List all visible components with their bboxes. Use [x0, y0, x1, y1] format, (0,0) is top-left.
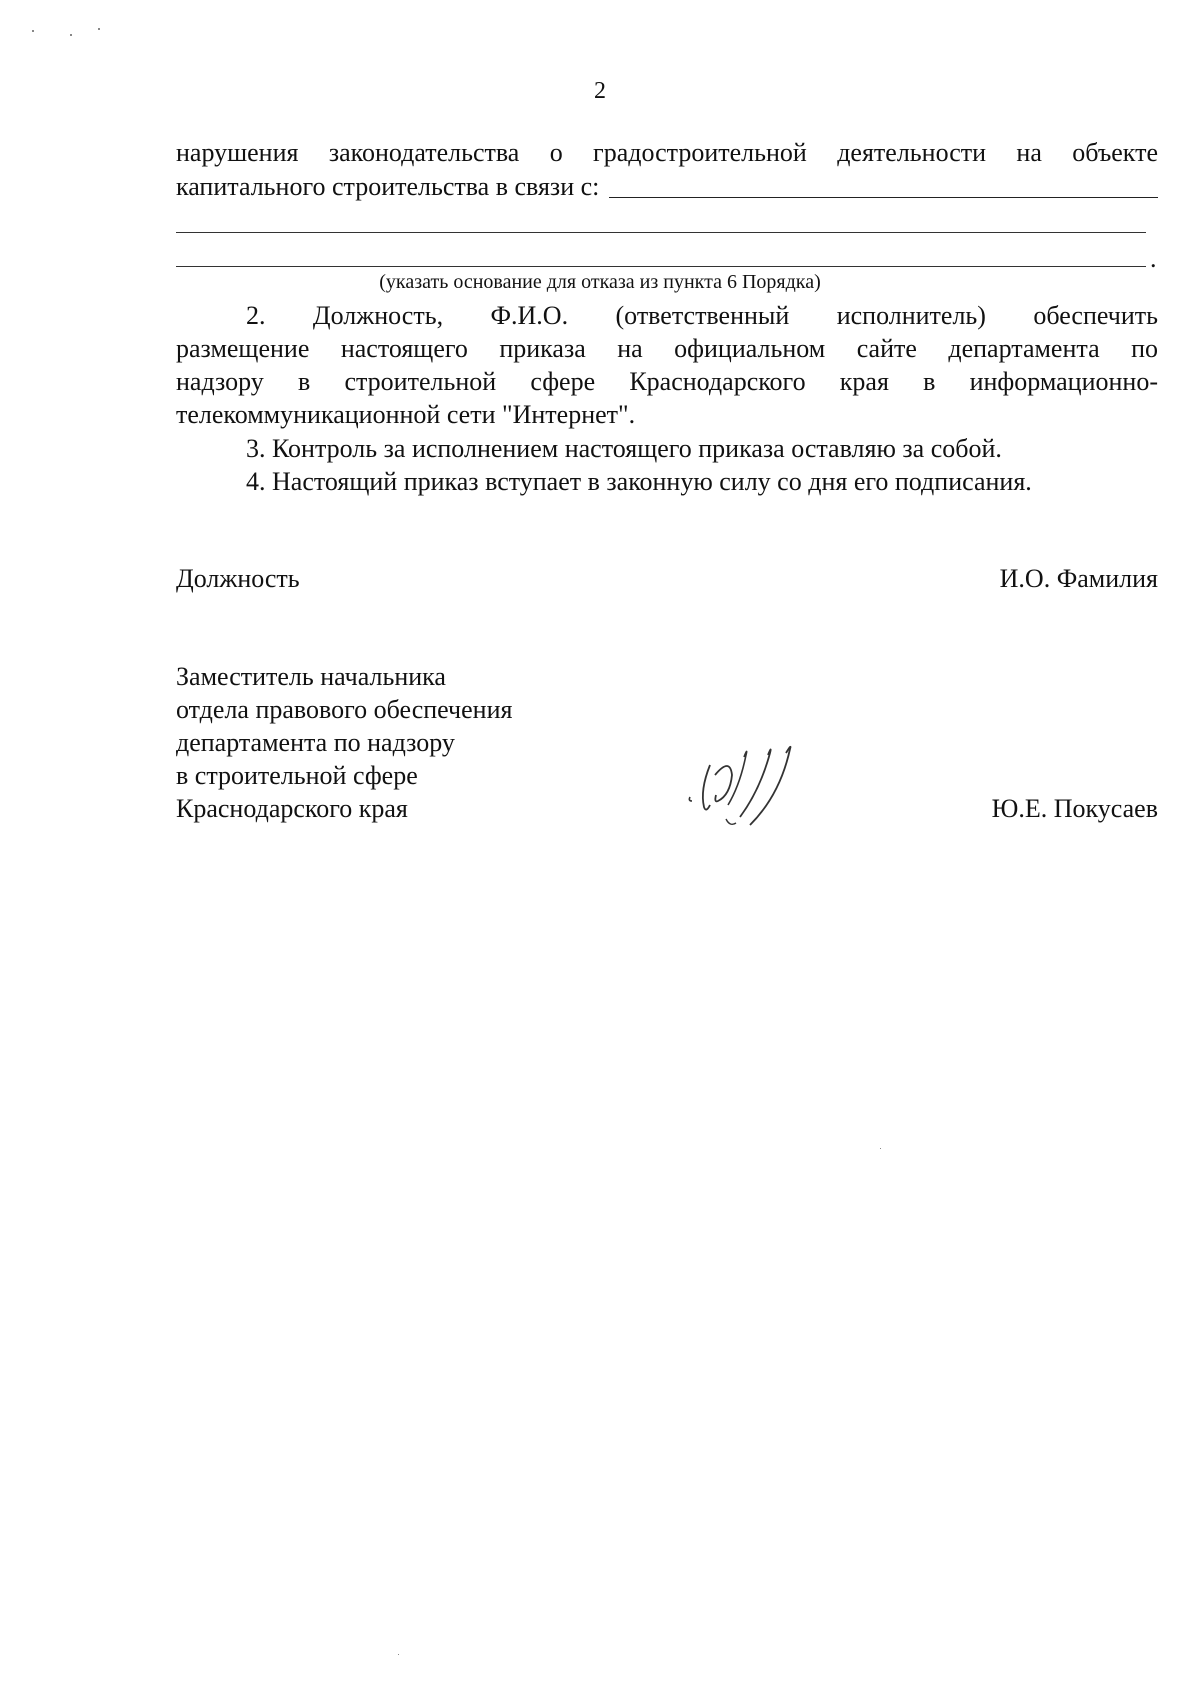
- approver-name: Ю.Е. Покусаев: [991, 794, 1158, 823]
- handwritten-signature: [670, 735, 820, 835]
- reason-input-row: [176, 170, 1158, 204]
- page-number: 2: [594, 78, 606, 104]
- reason-blank-line-2: [176, 232, 1146, 233]
- approver-line-2: отдела правового обеспечения: [176, 695, 513, 724]
- paragraph-3-text: 3. Контроль за исполнением настоящего приказа оставляю за собой.: [246, 434, 1002, 463]
- scan-speck: [398, 1654, 399, 1655]
- reason-label: капитального строительства в связи с:: [176, 172, 600, 201]
- approver-line-5: Краснодарского края: [176, 794, 408, 823]
- paragraph-2-line-2: размещение настоящего приказа на официальном сайте департамента по: [176, 334, 1158, 363]
- reason-blank-line-3: [176, 266, 1146, 267]
- paragraph-violation: [176, 136, 1158, 204]
- reason-hint: (указать основание для отказа из пункта 6 Порядка): [379, 271, 821, 293]
- reason-blank-line-1: [609, 196, 1158, 198]
- paragraph-4-text: 4. Настоящий приказ вступает в законную силу со дня его подписания.: [246, 467, 1032, 496]
- paragraph-3: [176, 432, 1158, 465]
- reason-end-dot: .: [1150, 244, 1157, 273]
- signatory-row: [176, 562, 1158, 595]
- paragraph-2-line-1: 2. Должность, Ф.И.О. (ответственный исполнитель) обеспечить: [246, 301, 1158, 330]
- approver-line-1: Заместитель начальника: [176, 662, 446, 691]
- approver-line-4: в строительной сфере: [176, 761, 418, 790]
- paragraph-2-line-3: надзору в строительной сфере Краснодарского края в информационно-: [176, 367, 1158, 396]
- scan-speck: [98, 28, 100, 30]
- paragraph-violation-line-1: нарушения законодательства о градостроительной деятельности на объекте: [176, 138, 1158, 167]
- approver-block: [176, 660, 512, 825]
- signatory-name: И.О. Фамилия: [999, 564, 1158, 593]
- scan-speck: [880, 1148, 881, 1149]
- signatory-position: Должность: [176, 564, 300, 593]
- paragraph-2: [176, 299, 1158, 431]
- paragraph-4: [176, 465, 1158, 498]
- scan-speck: [32, 30, 34, 32]
- approver-line-3: департамента по надзору: [176, 728, 455, 757]
- scan-speck: [70, 34, 72, 36]
- paragraph-2-line-4: телекоммуникационной сети "Интернет".: [176, 400, 636, 429]
